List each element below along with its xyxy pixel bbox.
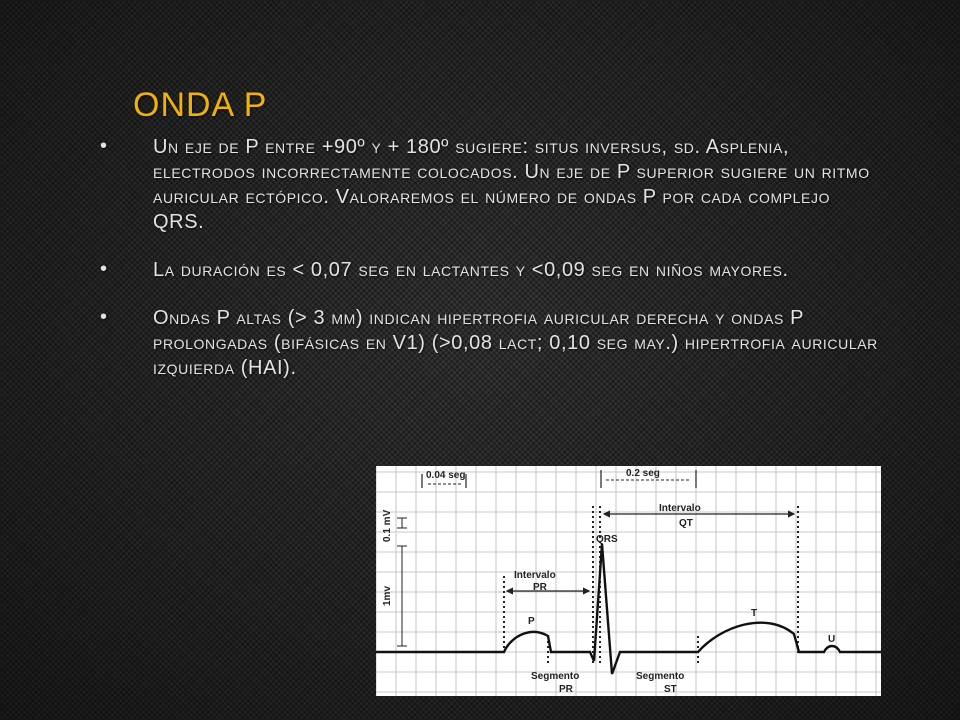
pr-interval-label-1: Intervalo: [514, 570, 556, 581]
pr-interval-label-2: PR: [533, 582, 547, 593]
small-interval-label: 0.04 seg: [426, 470, 466, 481]
pr-segment-label-1: Segmento: [531, 671, 580, 682]
bullet-item-p-duration: [100, 258, 880, 283]
bullet-item-p-hypertrophy: [100, 306, 880, 381]
st-segment-label-2: ST: [664, 684, 677, 695]
slide-title: ONDA P: [133, 86, 268, 124]
qt-interval-label-2: QT: [679, 518, 693, 529]
pr-segment-label-2: PR: [559, 684, 573, 695]
pr-segment: [531, 671, 579, 695]
amplitude-markers: [382, 509, 407, 646]
bullet-item-p-axis: [100, 135, 880, 235]
bullet-text: Ondas P altas (> 3 mm) indican hipertrofia auricular derecha y ondas P prolongadas (bifásicas en V1) (>0,08 lact; 0,10 seg may.) hipertrofia auricular izquierda (HAI).: [153, 307, 878, 379]
ecg-grid: [376, 466, 881, 696]
ecg-trace: [376, 544, 881, 674]
bullet-text: La duración es < 0,07 seg en lactantes y <0,09 seg en niños mayores.: [153, 259, 789, 281]
qt-interval: [604, 503, 794, 529]
amp-large-label: 1mv: [382, 585, 393, 606]
bullet-icon: •: [100, 258, 108, 280]
st-segment-label-1: Segmento: [636, 671, 685, 682]
p-wave-label: P: [528, 616, 535, 627]
qrs-label: QRS: [596, 534, 618, 545]
pr-interval: [507, 570, 589, 593]
large-interval-marker: [601, 468, 696, 488]
u-wave-label: U: [828, 634, 836, 645]
ecg-diagram-svg: [376, 466, 881, 696]
st-segment: [636, 671, 684, 695]
large-interval-label: 0.2 seg: [626, 468, 660, 479]
bullet-text: Un eje de P entre +90º y + 180º sugiere: situs inversus, sd. Asplenia, electrodos incorrectamente colocados. Un eje de P superior sugiere un ritmo auricular ectópico. Valoraremos el número de ondas P por cada complejo QRS.: [153, 136, 870, 233]
bullet-icon: •: [100, 306, 108, 328]
ecg-diagram: [376, 466, 881, 696]
small-interval-marker: [422, 470, 466, 488]
bullet-icon: •: [100, 135, 108, 157]
amp-small-label: 0.1 mV: [382, 509, 393, 542]
qt-interval-label-1: Intervalo: [659, 503, 701, 514]
bullet-list: [100, 135, 880, 404]
t-wave-label: T: [751, 608, 758, 619]
